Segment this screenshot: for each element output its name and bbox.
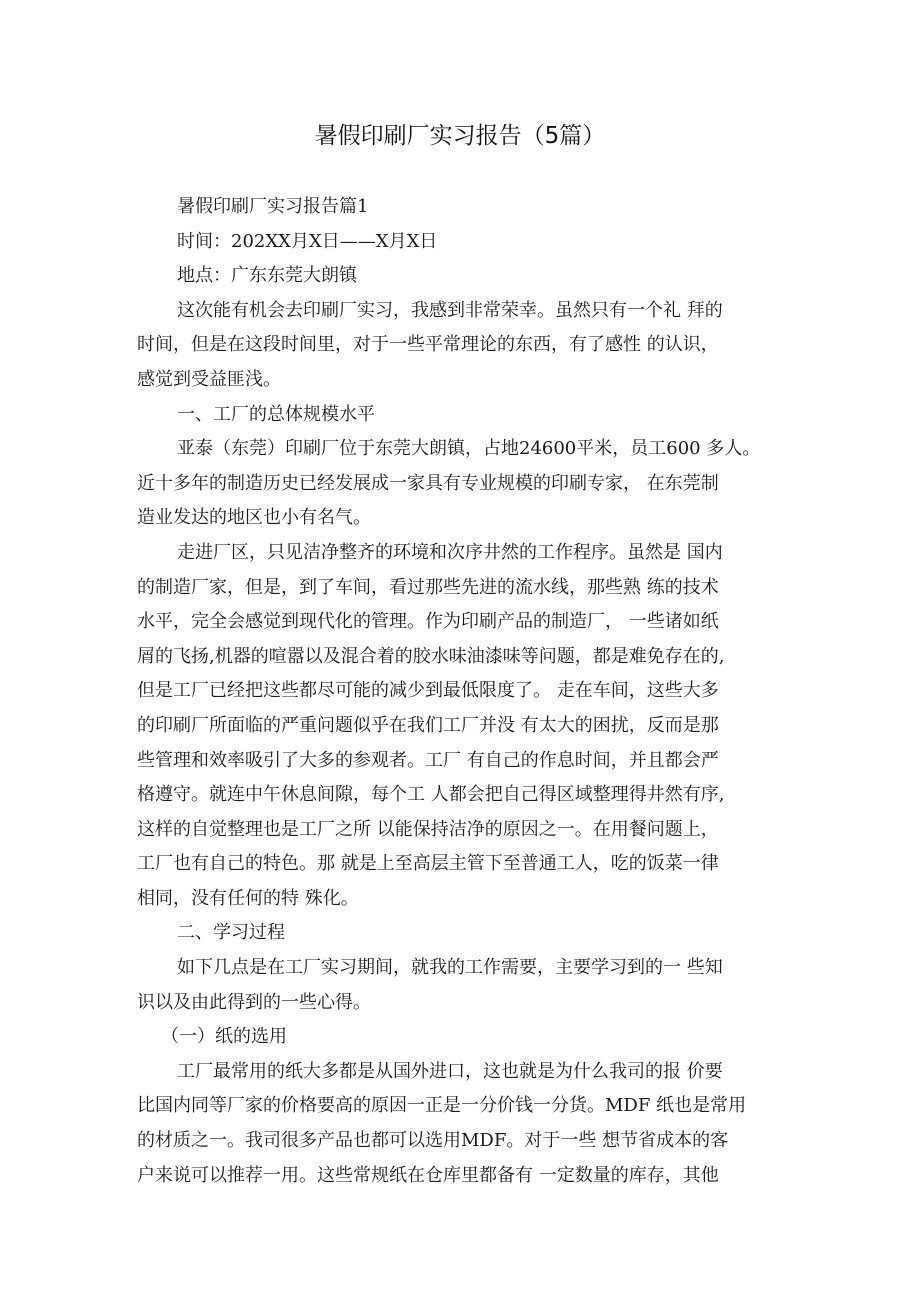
paragraph-line: 格遵守。就连中午休息间隙，每个工 人都会把自己得区域整理得井然有序, — [137, 784, 725, 806]
paragraph-line: 亚泰（东莞）印刷厂位于东莞大朗镇，占地24600平米，员工600 多人。 — [177, 438, 761, 460]
paragraph-line: 相同，没有任何的特 殊化。 — [137, 887, 359, 909]
paragraph-line: 屑的飞扬,机器的喧嚣以及混合着的胶水味油漆味等问题，都是难免存在的, — [137, 645, 725, 667]
document-title: 暑假印刷厂实习报告（5篇） — [314, 123, 606, 149]
paragraph-line: 近十多年的制造历史已经发展成一家具有专业规模的印刷专家， 在东莞制 — [137, 472, 719, 494]
paragraph-line: 时间，但是在这段时间里，对于一些平常理论的东西，有了感性 的认识， — [137, 334, 719, 356]
paragraph-line: 造业发达的地区也小有名气。 — [137, 507, 371, 529]
info-time: 时间：202XX月X日——X月X日 — [177, 230, 438, 252]
paragraph-line: 感觉到受益匪浅。 — [137, 368, 281, 390]
paragraph-line: 的材质之一。我司很多产品也都可以选用MDF。对于一些 想节省成本的客 — [137, 1130, 729, 1152]
info-location: 地点：广东东莞大朗镇 — [177, 265, 357, 287]
subsection-heading: （一）纸的选用 — [161, 1026, 287, 1048]
paragraph-line: 但是工厂已经把这些都尽可能的减少到最低限度了。 走在车间，这些大多 — [137, 680, 719, 702]
paragraph-line: 这次能有机会去印刷厂实习，我感到非常荣幸。虽然只有一个礼 拜的 — [177, 299, 723, 321]
paragraph-line: 户来说可以推荐一用。这些常规纸在仓库里都备有 一定数量的库存，其他 — [137, 1164, 719, 1186]
section-heading: 一、工厂的总体规模水平 — [177, 403, 375, 425]
paragraph-line: 如下几点是在工厂实习期间，就我的工作需要，主要学习到的一 些知 — [177, 957, 723, 979]
paragraph-line: 走进厂区，只见洁净整齐的环境和次序井然的工作程序。虽然是 国内 — [177, 541, 723, 563]
paragraph-line: 水平，完全会感觉到现代化的管理。作为印刷产品的制造厂， 一些诸如纸 — [137, 611, 719, 633]
paragraph-line: 工厂最常用的纸大多都是从国外进口，这也就是为什么我司的报 价要 — [177, 1060, 723, 1082]
section-heading: 暑假印刷厂实习报告篇1 — [177, 196, 369, 217]
document-body — [137, 190, 795, 1193]
paragraph-line: 比国内同等厂家的价格要高的原因一正是一分价钱一分货。MDF 纸也是常用 — [137, 1095, 747, 1117]
paragraph-line: 这样的自觉整理也是工厂之所 以能保持洁净的原因之一。在用餐问题上， — [137, 818, 719, 840]
paragraph-line: 的制造厂家，但是，到了车间，看过那些先进的流水线，那些熟 练的技术 — [137, 576, 719, 598]
paragraph-line: 些管理和效率吸引了大多的参观者。工厂 有自己的作息时间，并且都会严 — [137, 749, 719, 771]
paragraph-line: 工厂也有自己的特色。那 就是上至高层主管下至普通工人，吃的饭菜一律 — [137, 853, 719, 875]
paragraph-line: 的印刷厂所面临的严重问题似乎在我们工厂并没 有太大的困扰，反而是那 — [137, 714, 719, 736]
paragraph-line: 识以及由此得到的一些心得。 — [137, 991, 371, 1013]
section-heading: 二、学习过程 — [177, 922, 285, 944]
